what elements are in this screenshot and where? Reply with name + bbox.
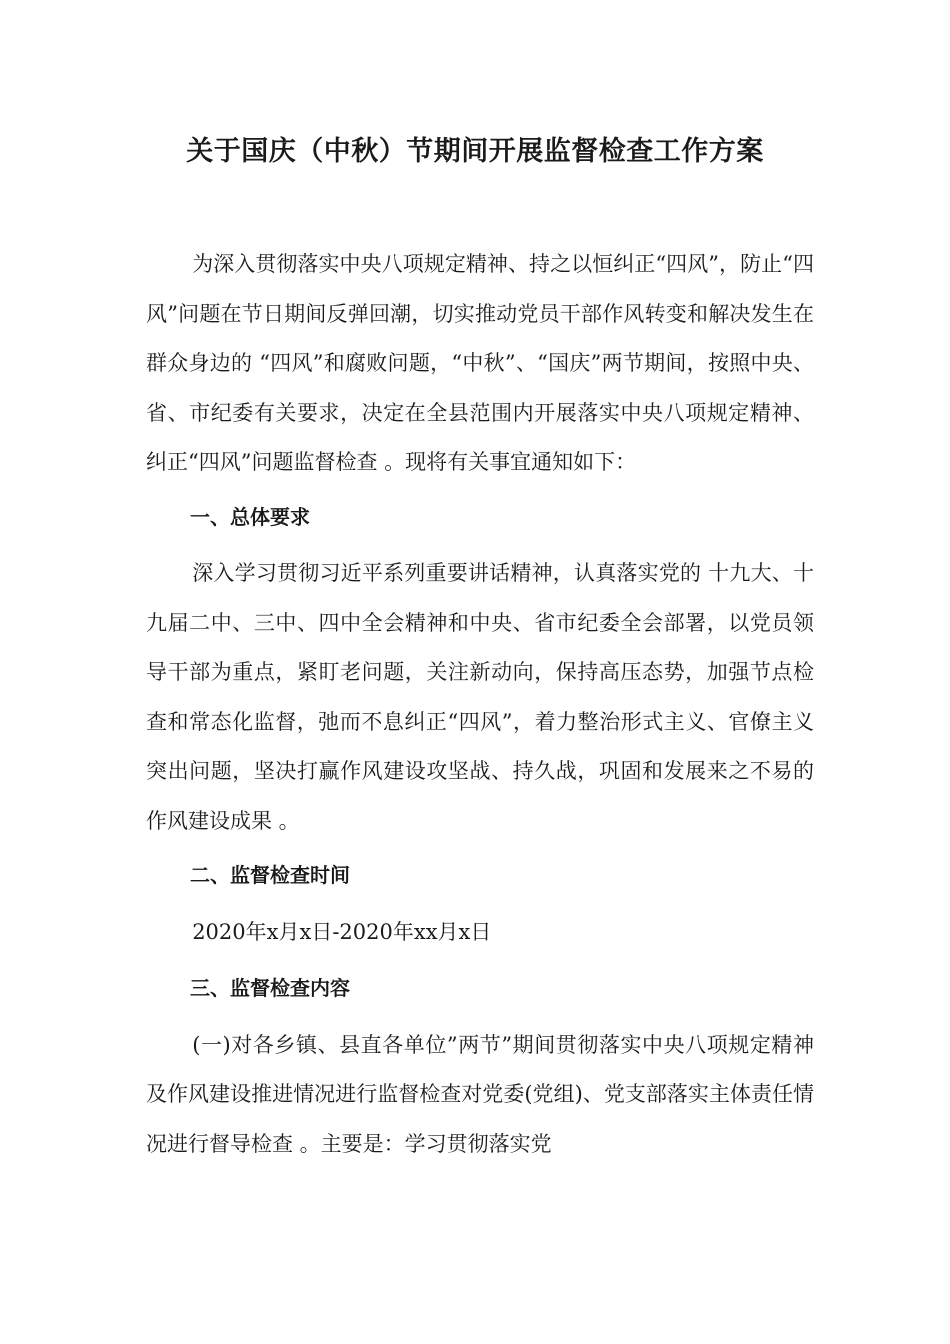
document-body [146, 240, 814, 1174]
section-heading-inspection-content: 三、监督检查内容 [190, 976, 350, 1000]
document-title: 关于国庆（中秋）节期间开展监督检查工作方案 [186, 136, 764, 167]
section-heading-inspection-time: 二、监督检查时间 [190, 863, 350, 887]
intro-paragraph: 为深入贯彻落实中央八项规定精神、持之以恒纠正“四风”，防止“四风”问题在节日期间反弹回潮，切实推动党员干部作风转变和解决发生在群众身边的 “四风”和腐败问题，“中秋”、“国庆”两节期间，按照中央、省、市纪委有关要求，决定在全县范围内开展落实中央八项规定精神、纠正“四风”问题监督检查 。现将有关事宜通知如下： [146, 252, 814, 474]
inspection-content-paragraph: (一)对各乡镇、县直各单位”两节”期间贯彻落实中央八项规定精神及作风建设推进情况进行监督检查对党委(党组)、党支部落实主体责任情况进行督导检查 。主要是：学习贯彻落实党 [146, 1032, 814, 1156]
general-requirements-paragraph: 深入学习贯彻习近平系列重要讲话精神，认真落实党的 十九大、十九届二中、三中、四中全会精神和中央、省市纪委全会部署，以党员领导干部为重点，紧盯老问题，关注新动向，保持高压态势，加强节点检查和常态化监督，弛而不息纠正“四风”，着力整治形式主义、官僚主义突出问题，坚决打赢作风建设攻坚战、持久战，巩固和发展来之不易的 作风建设成果 。 [146, 561, 814, 833]
inspection-date-range: 2020年x月x日-2020年xx月x日 [192, 919, 492, 944]
section-heading-general-requirements: 一、总体要求 [190, 504, 310, 529]
